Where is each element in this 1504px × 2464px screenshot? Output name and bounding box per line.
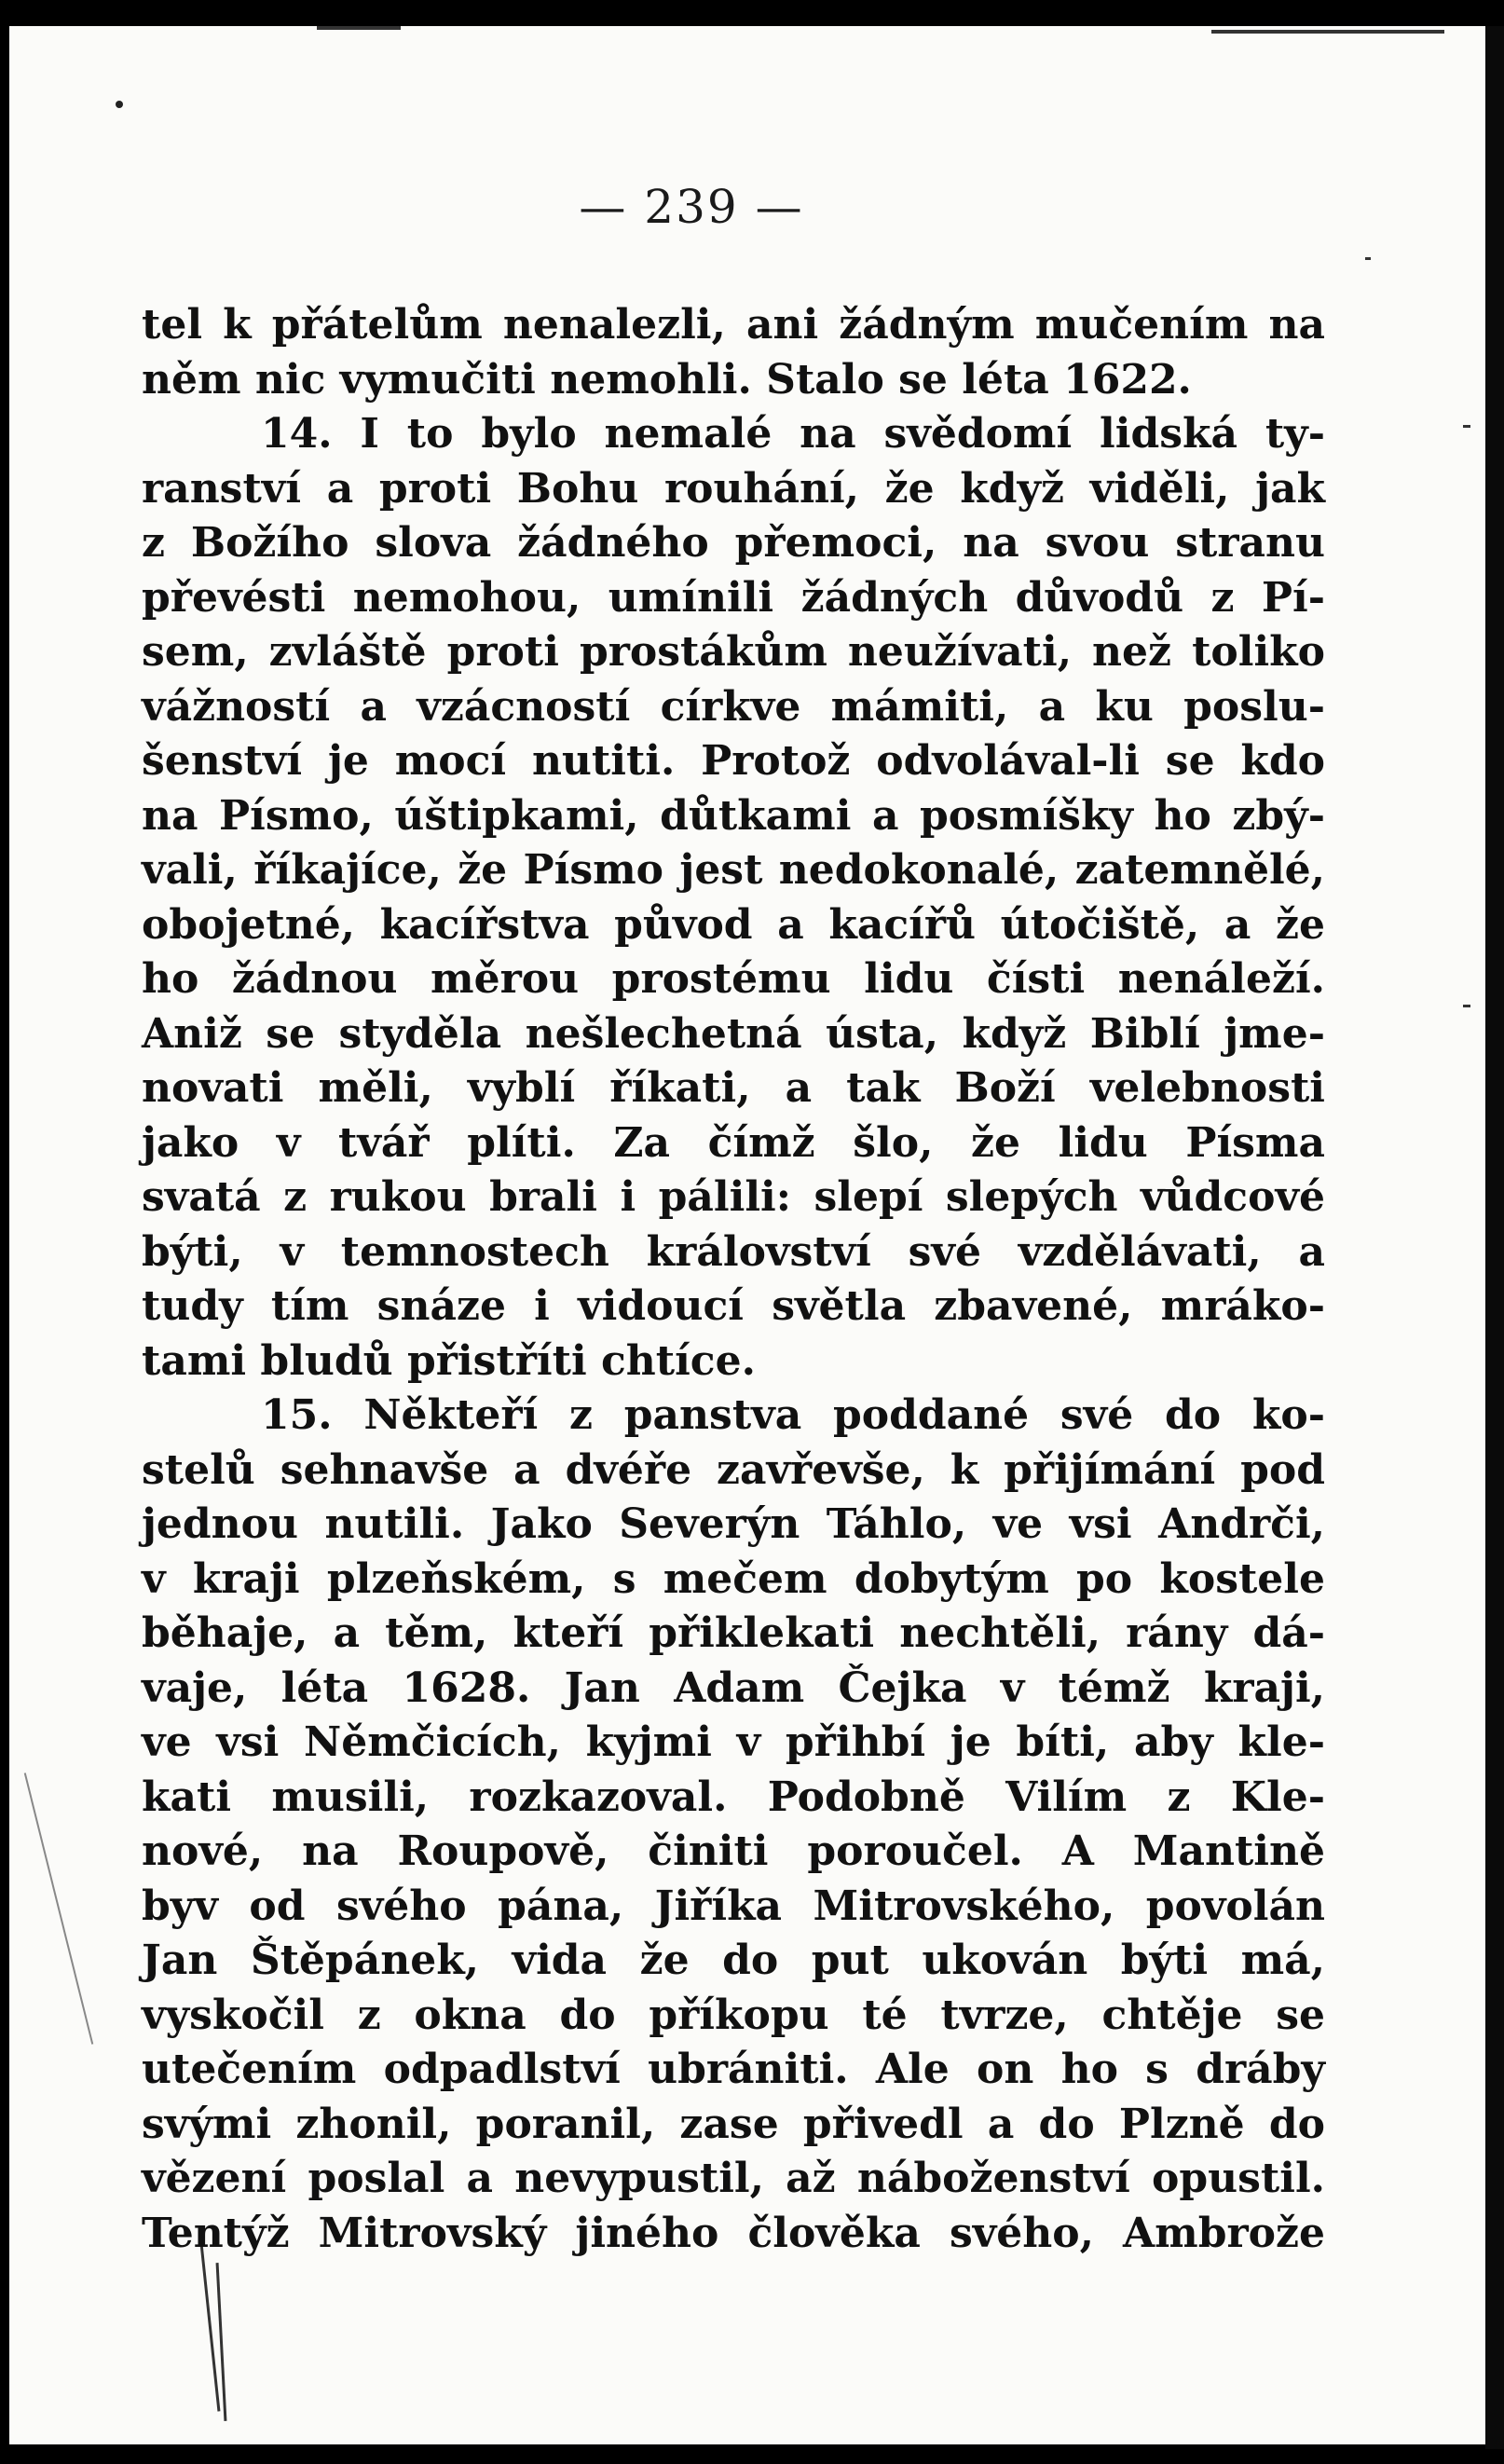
- speck-mark: [1463, 425, 1470, 428]
- scan-edge-right: [1485, 26, 1504, 2449]
- speck-mark: [116, 101, 123, 108]
- text-line: ve vsi Němčicích, kyjmi v přihbí je bíti, aby kle-: [142, 1718, 1325, 1766]
- text-line: býti, v temnostech království své vzdělávati, a: [142, 1227, 1325, 1276]
- text-line: převésti nemohou, umínili žádných důvodů z Pí-: [142, 573, 1325, 622]
- text-line: svými zhonil, poranil, zase přivedl a do Plzně do: [142, 2100, 1325, 2148]
- text-line: na Písmo, úštipkami, důtkami a posmíšky ho zbý-: [142, 791, 1325, 840]
- paragraph-start-line: 14. I to bylo nemalé na svědomí lidská ty-: [261, 410, 1325, 458]
- text-line: nové, na Roupově, činiti poroučel. A Mantině: [142, 1827, 1325, 1875]
- text-line: tudy tím snáze i vidoucí světla zbavené, mráko-: [142, 1282, 1325, 1330]
- text-line: ranství a proti Bohu rouhání, že když viděli, jak: [142, 464, 1325, 513]
- text-line: stelů sehnavše a dvéře zavřevše, k přijímání pod: [142, 1445, 1325, 1494]
- pencil-stroke: [24, 1773, 94, 2045]
- text-line: vězení poslal a nevypustil, až náboženství opustil.: [142, 2155, 1325, 2202]
- top-edge-mark: [317, 26, 401, 30]
- text-line: tel k přátelům nenalezli, ani žádným mučením na: [142, 301, 1325, 349]
- text-line: svatá z rukou brali i pálili: slepí slepých vůdcové: [142, 1173, 1325, 1221]
- book-page: [9, 26, 1485, 2444]
- text-line: vážností a vzácností církve mámiti, a ku poslu-: [142, 682, 1325, 731]
- text-line: vali, říkajíce, že Písmo jest nedokonalé, zatemnělé,: [142, 846, 1325, 894]
- text-line: tami bludů přistříti chtíce.: [142, 1336, 756, 1385]
- text-line: Jan Štěpánek, vida že do put ukován býti má,: [142, 1937, 1325, 1984]
- paragraph-start-line: 15. Někteří z panstva poddané své do ko-: [261, 1391, 1325, 1439]
- text-line: utečením odpadlství ubrániti. Ale on ho s dráby: [142, 2046, 1325, 2093]
- text-line: kati musili, rozkazoval. Podobně Vilím z Kle-: [142, 1773, 1325, 1821]
- text-line: běhaje, a těm, kteří přiklekati nechtěli, rány dá-: [142, 1609, 1325, 1657]
- text-line: obojetné, kacířstva původ a kacířů útočiště, a že: [142, 900, 1325, 949]
- text-line: něm nic vymučiti nemohli. Stalo se léta 1622.: [142, 355, 1192, 404]
- text-line: vyskočil z okna do příkopu té tvrze, chtěje se: [142, 1991, 1325, 2039]
- body-text: [142, 298, 1325, 2261]
- text-line: v kraji plzeňském, s mečem dobytým po kostele: [142, 1554, 1325, 1603]
- text-line: novati měli, vyblí říkati, a tak Boží velebnosti: [142, 1064, 1325, 1112]
- text-line: jednou nutili. Jako Severýn Táhlo, ve vsi Andrči,: [142, 1500, 1325, 1548]
- speck-mark: [1463, 1005, 1470, 1007]
- text-line: jako v tvář plíti. Za čímž šlo, že lidu Písma: [142, 1118, 1325, 1167]
- text-line: byv od svého pána, Jiříka Mitrovského, povolán: [142, 1882, 1325, 1930]
- text-line: vaje, léta 1628. Jan Adam Čejka v témž kraji,: [142, 1663, 1325, 1712]
- text-line: Aniž se styděla nešlechetná ústa, když Biblí jme-: [142, 1009, 1325, 1058]
- text-line: z Božího slova žádného přemoci, na svou stranu: [142, 519, 1325, 567]
- text-line: šenství je mocí nutiti. Protož odvolával-li se kdo: [142, 737, 1325, 785]
- speck-mark: [1365, 257, 1371, 260]
- page-number: — 239 —: [579, 180, 804, 234]
- text-line: ho žádnou měrou prostému lidu čísti nenáleží.: [142, 955, 1325, 1003]
- text-line: sem, zvláště proti prostákům neužívati, než toliko: [142, 628, 1325, 676]
- top-edge-mark: [1211, 30, 1444, 34]
- text-line: Tentýž Mitrovský jiného člověka svého, Ambrože: [142, 2209, 1325, 2257]
